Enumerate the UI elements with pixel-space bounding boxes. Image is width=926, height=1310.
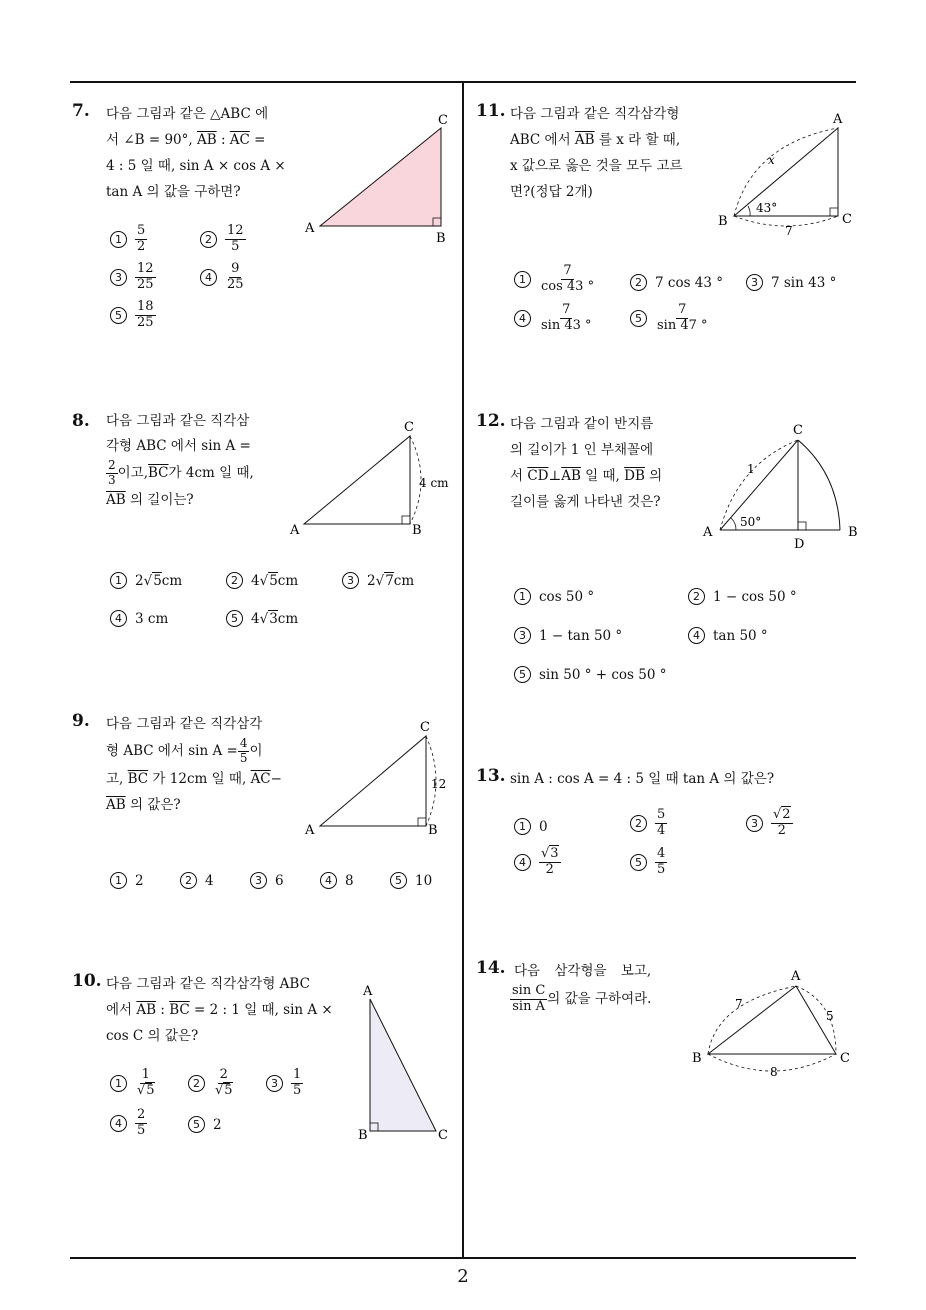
svg-text:D: D [794, 537, 805, 552]
question-number: 8. [72, 411, 90, 431]
triangle-figure [284, 416, 454, 541]
question-number: 10. [72, 971, 102, 991]
option-1[interactable]: 1 $\frac{1}{√5}$ [110, 1068, 157, 1099]
question-number: 14. [476, 958, 506, 978]
bottom-rule [70, 1257, 856, 1259]
svg-text:1: 1 [747, 462, 755, 476]
option-5[interactable]: 5 $\frac{7}{\sin 47 ^\circ}$ [630, 303, 710, 334]
vertex-b-label: B [436, 231, 446, 246]
svg-text:C: C [840, 1051, 850, 1066]
question-text: 다음 그림과 같은 △ABC 에 서 ∠B = 90°, $\overline{AB}$ : $\overline{AC}$ = 4 : 5 일 때, sin A × cos A × tan A 의 값을 구하면? [106, 106, 286, 200]
option-5[interactable]: 5 4 √ 3 cm [226, 610, 298, 627]
question-number: 9. [72, 711, 90, 731]
svg-text:A: A [305, 823, 315, 838]
svg-text:7: 7 [735, 997, 743, 1011]
option-4[interactable]: 4 $\frac{2}{5}$ [110, 1108, 147, 1139]
option-2[interactable]: 2 1 − cos 50 ° [688, 588, 797, 605]
option-2[interactable]: 2 $\frac{12}{5}$ [200, 224, 246, 255]
svg-text:A: A [363, 984, 373, 999]
question-number: 11. [476, 101, 506, 121]
svg-text:B: B [428, 823, 438, 838]
svg-text:8: 8 [770, 1065, 778, 1079]
option-1[interactable]: 1 2 [110, 872, 144, 889]
svg-text:43°: 43° [756, 201, 778, 215]
triangle-figure [300, 716, 460, 841]
option-4[interactable]: 4 8 [320, 872, 354, 889]
svg-text:C: C [420, 720, 430, 735]
option-3[interactable]: 3 7 sin 43 ° [746, 274, 836, 291]
triangle-figure [712, 108, 862, 243]
svg-text:A: A [791, 969, 801, 984]
column-divider [462, 82, 464, 1258]
svg-text:B: B [848, 525, 858, 540]
svg-text:x: x [768, 153, 775, 167]
svg-text:5: 5 [826, 1009, 834, 1023]
vertex-c-label: C [438, 113, 448, 128]
triangle-figure [300, 108, 460, 248]
option-5[interactable]: 5 $\frac{4}{5}$ [630, 847, 667, 878]
option-3[interactable]: 3 $\frac{1}{5}$ [266, 1068, 303, 1099]
vertex-a-label: A [305, 221, 315, 236]
svg-text:50°: 50° [740, 515, 762, 529]
page-number: 2 [457, 1266, 469, 1287]
svg-text:C: C [842, 212, 852, 227]
option-3[interactable]: 3 $\frac{√2}{2}$ [746, 808, 793, 839]
option-4[interactable]: 4 tan 50 ° [688, 627, 768, 644]
option-1[interactable]: 1 2 √ 5 cm [110, 572, 182, 589]
svg-text:B: B [692, 1051, 702, 1066]
option-4[interactable]: 4 $\frac{7}{\sin 43 ^\circ}$ [514, 303, 594, 334]
svg-text:12: 12 [431, 777, 447, 791]
option-1[interactable]: 1 $\frac{7}{\cos 43 ^\circ}$ [514, 264, 596, 295]
option-3[interactable]: 3 6 [250, 872, 284, 889]
question-text: sin A : cos A = 4 : 5 일 때 tan A 의 값은? [510, 771, 775, 787]
question-text: 다음 그림과 같이 반지름 의 길이가 1 인 부채꼴에 서 $\overline{CD}\perp\overline{AB}$ 일 때, $\overline{DB}$ 의 길이를 옳게 나타낸 것은? [510, 416, 663, 510]
svg-text:B: B [718, 214, 728, 229]
option-5[interactable]: 5 $\frac{18}{25}$ [110, 300, 156, 331]
question-number: 13. [476, 766, 506, 786]
question-text: 다음 그림과 같은 직각삼각 형 ABC 에서 sin A = $\frac{4}{5}$ 이 고, $\overline{BC}$ 가 12cm 일 때, $\overline{AC}-$ $\overline{AB}$ 의 값은? [106, 716, 282, 813]
svg-text:C: C [793, 423, 803, 438]
option-4[interactable]: 4 $\frac{9}{25}$ [200, 262, 246, 293]
triangle-figure [686, 962, 860, 1082]
option-2[interactable]: 2 4 [180, 872, 214, 889]
option-3[interactable]: 3 $\frac{12}{25}$ [110, 262, 156, 293]
question-text: 다음 삼각형을 보고, $\frac{\text{sin C}}{\text{sin A}}$ 의 값을 구하여라. [512, 963, 652, 1014]
option-1[interactable]: 1 cos 50 ° [514, 588, 594, 605]
option-2[interactable]: 2 $\frac{2}{√5}$ [188, 1068, 235, 1099]
option-5[interactable]: 5 sin 50 ° + cos 50 ° [514, 666, 666, 683]
option-4[interactable]: 4 $\frac{√3}{2}$ [514, 847, 561, 878]
option-2[interactable]: 2 $\frac{5}{4}$ [630, 808, 667, 839]
question-number: 7. [72, 101, 90, 121]
question-text: 다음 그림과 같은 직각삼 각형 ABC 에서 sin A = $\frac{2}{3}$ 이고, $\overline{BC}$ 가 4cm 일 때, $\overline{AB}$ 의 길이는? [106, 413, 254, 508]
svg-text:A: A [290, 523, 300, 538]
sector-figure [698, 418, 864, 556]
option-1[interactable]: 1 $\frac{5}{2}$ [110, 224, 147, 255]
option-3[interactable]: 3 2 √ 7 cm [342, 572, 414, 589]
svg-text:A: A [703, 525, 713, 540]
question-text: 다음 그림과 같은 직각삼각형 ABC 에서 $\overline{AB}$ : $\overline{BC} = 2$ : 1 일 때, sin A × cos C 의 값은? [106, 976, 333, 1044]
svg-text:B: B [412, 523, 422, 538]
option-3[interactable]: 3 1 − tan 50 ° [514, 627, 622, 644]
svg-text:C: C [438, 1128, 448, 1143]
option-4[interactable]: 4 3 cm [110, 610, 168, 627]
option-5[interactable]: 5 10 [390, 872, 432, 889]
svg-text:4 cm: 4 cm [419, 476, 449, 490]
svg-text:A: A [833, 112, 843, 127]
triangle-figure [350, 980, 460, 1145]
option-2[interactable]: 2 7 cos 43 ° [630, 274, 723, 291]
svg-text:B: B [358, 1128, 368, 1143]
question-text: 다음 그림과 같은 직각삼각형 ABC 에서 $\overline{AB}$ 를 x 라 할 때, x 값으로 옳은 것을 모두 고르 면?(정답 2개) [510, 106, 683, 200]
question-number: 12. [476, 411, 506, 431]
option-2[interactable]: 2 4 √ 5 cm [226, 572, 298, 589]
svg-text:C: C [404, 420, 414, 435]
option-1[interactable]: 1 0 [514, 818, 548, 835]
svg-text:7: 7 [785, 224, 793, 238]
option-5[interactable]: 5 2 [188, 1116, 222, 1133]
